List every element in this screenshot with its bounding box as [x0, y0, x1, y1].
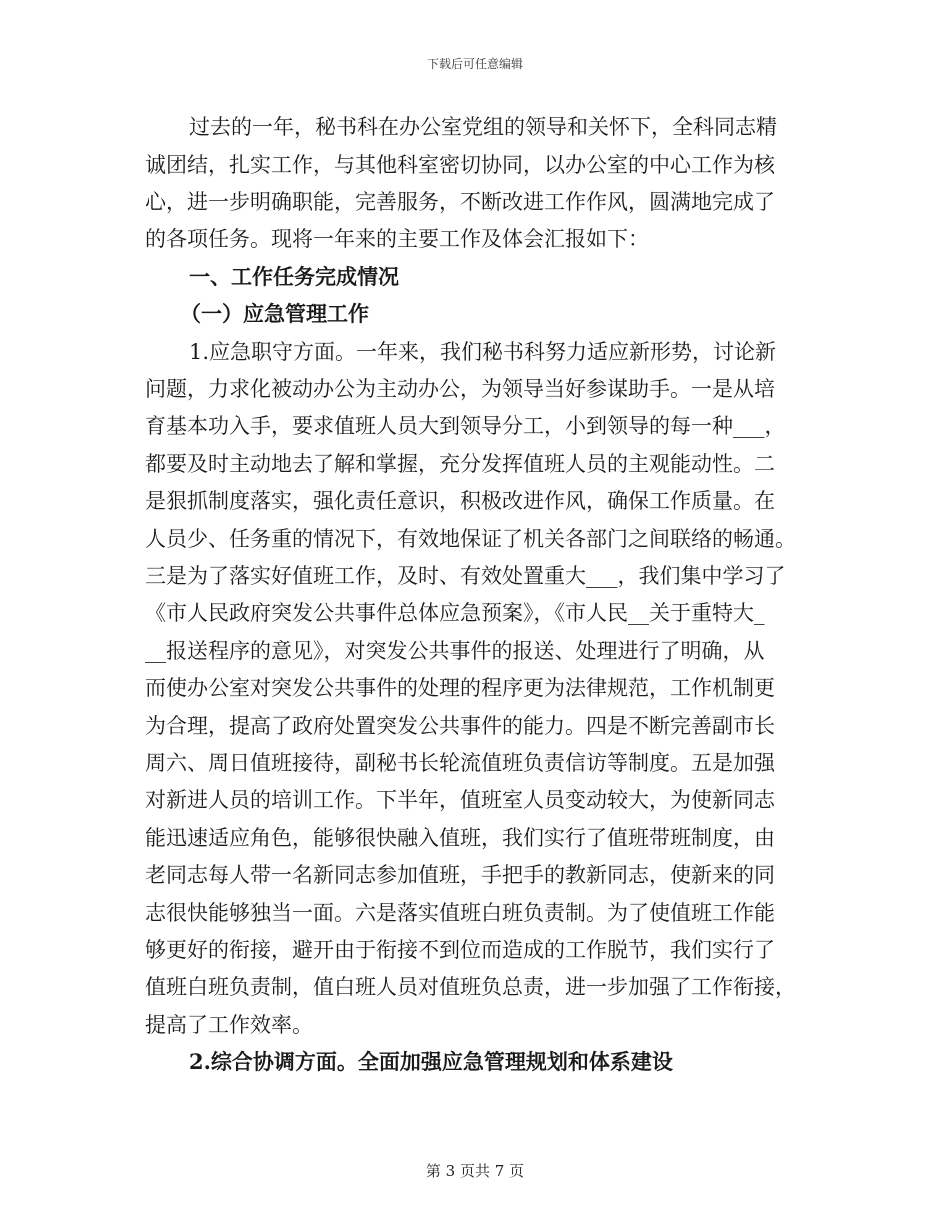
subsection-heading: （一）应急管理工作 — [180, 301, 369, 326]
body-line: 能迅速适应角色，能够很快融入值班，我们实行了值班带班制度，由 — [145, 826, 775, 850]
body-line: 问题，力求化被动办公为主动办公，为领导当好参谋助手。一是从培 — [145, 377, 775, 401]
body-line: 而使办公室对突发公共事件的处理的程序更为法律规范，工作机制更 — [145, 676, 775, 700]
body-line: 人员少、任务重的情况下，有效地保证了机关各部门之间联络的畅通。 — [145, 527, 796, 551]
body-line: 心，进一步明确职能，完善服务，不断改进工作作风，圆满地完成了 — [145, 190, 775, 214]
body-line: 育基本功入手，要求值班人员大到领导分工，小到领导的每一种___， — [145, 414, 786, 438]
body-line: 对新进人员的培训工作。下半年，值班室人员变动较大，为使新同志 — [145, 788, 775, 812]
subsection-heading: 2.综合协调方面。全面加强应急管理规划和体系建设 — [189, 1049, 673, 1074]
body-line: __报送程序的意见》，对突发公共事件的报送、处理进行了明确，从 — [145, 639, 765, 663]
body-line: 《市人民政府突发公共事件总体应急预案》，《市人民__关于重特大_ — [145, 601, 765, 625]
body-line: 都要及时主动地去了解和掌握，充分发挥值班人员的主观能动性。二 — [145, 452, 775, 476]
section-heading: 一、工作任务完成情况 — [189, 264, 399, 289]
body-line: 的各项任务。现将一年来的主要工作及体会汇报如下： — [145, 227, 649, 251]
body-line: 老同志每人带一名新同志参加值班，手把手的教新同志，使新来的同 — [145, 863, 775, 887]
body-line: 为合理，提高了政府处置突发公共事件的能力。四是不断完善副市长 — [145, 714, 775, 738]
body-line: 是狠抓制度落实，强化责任意识，积极改进作风，确保工作质量。在 — [145, 489, 775, 513]
body-line: 够更好的衔接，避开由于衔接不到位而造成的工作脱节，我们实行了 — [145, 938, 775, 962]
body-line: 志很快能够独当一面。六是落实值班白班负责制。为了使值班工作能 — [145, 901, 775, 925]
body-line: 提高了工作效率。 — [145, 1013, 313, 1037]
body-line: 诚团结，扎实工作，与其他科室密切协同，以办公室的中心工作为核 — [145, 153, 775, 177]
body-line: 三是为了落实好值班工作，及时、有效处置重大___，我们集中学习了 — [145, 564, 786, 588]
body-line: 值班白班负责制，值白班人员对值班负总责，进一步加强了工作衔接， — [145, 975, 796, 999]
body-line: 周六、周日值班接待，副秘书长轮流值班负责信访等制度。五是加强 — [145, 751, 775, 775]
page-footer: 第 3 页共 7 页 — [425, 1162, 525, 1180]
page-header: 下载后可任意编辑 — [426, 57, 523, 71]
body-line: 1.应急职守方面。一年来，我们秘书科努力适应新形势，讨论新 — [189, 340, 777, 364]
body-line: 过去的一年，秘书科在办公室党组的领导和关怀下，全科同志精 — [189, 115, 777, 139]
